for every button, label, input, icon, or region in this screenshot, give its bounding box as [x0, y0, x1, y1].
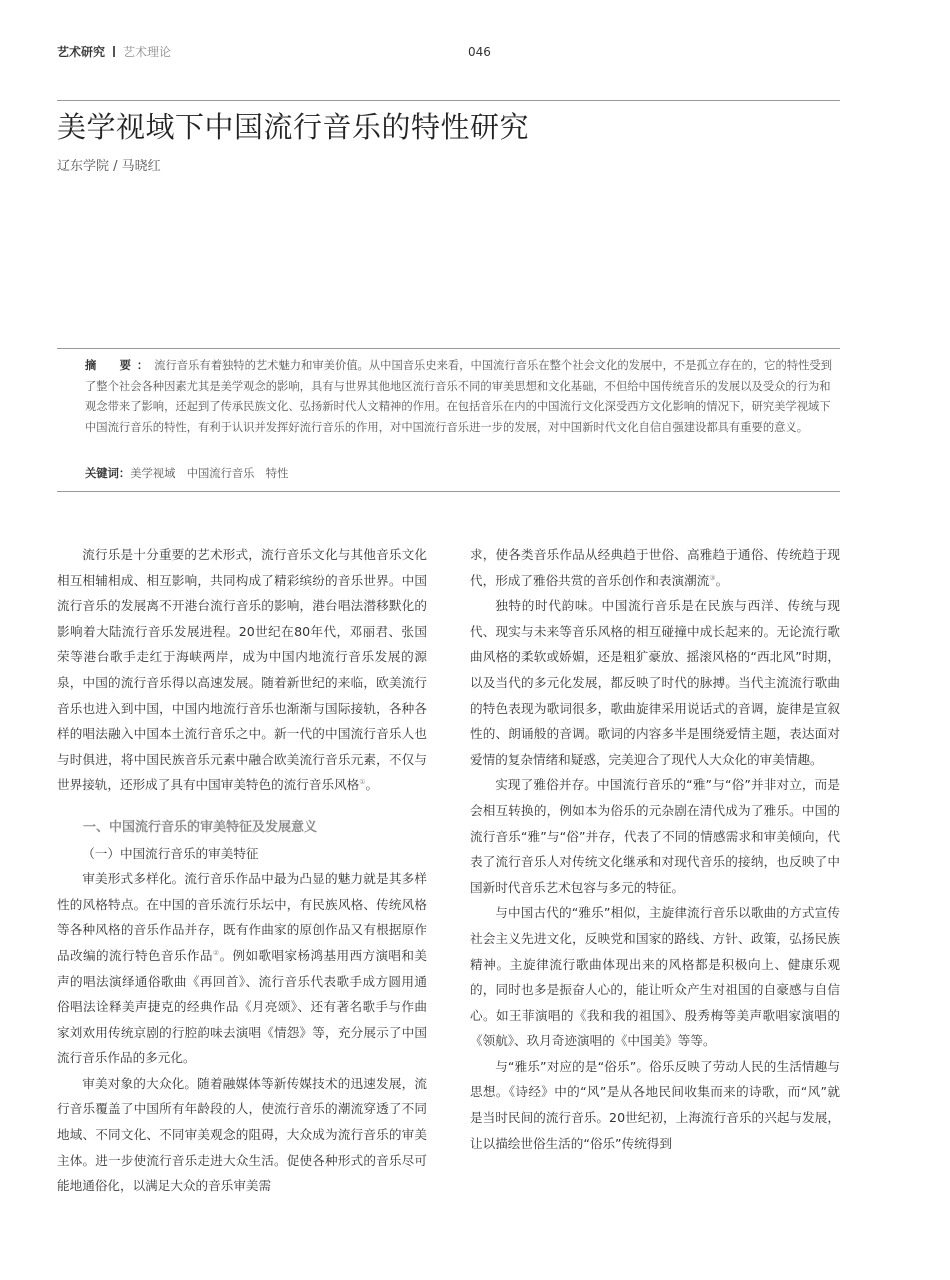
paragraph-text: 流行乐是十分重要的艺术形式，流行音乐文化与其他音乐文化相互相辅相成、相互影响，共同构成了精彩缤纷的音乐世界。中国流行音乐的发展离不开港台流行音乐的影响，港台唱法潜移默化的影响着大陆流行音乐发展进程。20世纪在80年代，邓丽君、张国荣等港台歌手走红于海峡两岸，成为中国内地流行音乐发展的源泉，中国的流行音乐得以高速发展。随着新世纪的来临，欧美流行音乐也进入到中国，中国内地流行音乐也渐渐与国际接轨，各种各样的唱法融入中国本土流行音乐之中。新一代的中国流行音乐人也与时俱进，将中国民族音乐元素中融合欧美流行音乐元素，不仅与世界接轨，还形成了具有中国审美特色的流行音乐风格	[57, 547, 427, 793]
section-heading: 一、中国流行音乐的审美特征及发展意义	[83, 819, 318, 835]
paragraph	[57, 866, 427, 1071]
paragraph-text: 审美形式多样化。流行音乐作品中最为凸显的魅力就是其多样性的风格特点。在中国的音乐流行乐坛中，有民族风格、传统风格等各种风格的音乐作品并存，既有作曲家的原创作品又有根据原作品改编的流行特色音乐作品	[57, 871, 427, 963]
keywords-label: 关键词：	[85, 467, 131, 480]
abstract	[85, 356, 840, 438]
subsection-heading: （一）中国流行音乐的审美特征	[82, 845, 259, 861]
journal-section: 艺术研究	[57, 45, 106, 59]
abstract-text: 流行音乐有着独特的艺术魅力和审美价值。从中国音乐史来看，中国流行音乐在整个社会文化的发展中，不是孤立存在的，它的特性受到了整个社会各种因素尤其是美学观念的影响，具有与世界其他地区流行音乐不同的审美思想和文化基础，不但给中国传统音乐的发展以及受众的行为和观念带来了影响，还起到了传承民族文化、弘扬新时代人文精神的作用。在包括音乐在内的中国流行文化深受西方文化影响的情况下，研究美学视域下中国流行音乐的特性，有利于认识并发挥好流行音乐的作用，对中国流行音乐进一步的发展，对中国新时代文化自信自强建设都具有重要的意义。	[85, 359, 833, 434]
paragraph: 独特的时代韵味。中国流行音乐是在民族与西洋、传统与现代、现实与未来等音乐风格的相互碰撞中成长起来的。无论流行歌曲风格的柔软或娇媚，还是粗犷豪放、摇滚风格的“西北风”时期，以及当代的多元化发展，都反映了时代的脉搏。当代主流流行歌曲的特色表现为歌词很多，歌曲旋律采用说话式的音调，旋律是宣叙性的、朗诵般的音调。歌词的内容多半是围绕爱情主题，表达面对爱情的复杂情绪和疑惑，完美迎合了现代人大众化的审美情趣。	[470, 598, 840, 767]
page-number: 046	[468, 45, 491, 59]
running-header	[57, 44, 171, 60]
paragraph-text: 。	[365, 777, 379, 793]
paragraph: 审美对象的大众化。随着融媒体等新传媒技术的迅速发展，流行音乐覆盖了中国所有年龄段的人，使流行音乐的潮流穿透了不同地域、不同文化、不同审美观念的阻碍，大众成为流行音乐的审美主体。进一步使流行音乐走进大众生活。促使各种形式的音乐尽可能地通俗化，以满足大众的音乐审美需	[57, 1075, 427, 1194]
paragraph	[470, 542, 840, 593]
paragraph: 与“雅乐”对应的是“俗乐”。俗乐反映了劳动人民的生活情趣与思想。《诗经》中的“风”是从各地民间收集而来的诗歌，而“风”就是当时民间的流行音乐。20世纪初，上海流行音乐的兴起与发展，让以描绘世俗生活的“俗乐”传统得到	[470, 1058, 840, 1151]
paragraph	[57, 542, 427, 798]
paragraph-text: 求，使各类音乐作品从经典趋于世俗、高雅趋于通俗、传统趋于现代，形成了雅俗共赏的音乐创作和表演潮流	[470, 547, 840, 588]
abstract-label: 摘 要：	[85, 359, 155, 372]
journal-subsection: 艺术理论	[123, 45, 172, 59]
footnote-marker[interactable]: ③	[709, 573, 716, 582]
keywords-text: 美学视域 中国流行音乐 特性	[130, 467, 289, 480]
keywords	[85, 465, 288, 483]
footnote-marker[interactable]: ①	[359, 778, 366, 787]
author-line: 辽东学院 / 马晓红	[57, 159, 161, 174]
article-title: 美学视域下中国流行音乐的特性研究	[57, 110, 530, 144]
header-divider	[113, 46, 115, 57]
paragraph: 实现了雅俗并存。中国流行音乐的“雅”与“俗”并非对立，而是会相互转换的，例如本为俗乐的元杂剧在清代成为了雅乐。中国的流行音乐“雅”与“俗”并存，代表了不同的情感需求和审美倾向，代表了流行音乐人对传统文化继承和对现代音乐的接纳，也反映了中国新时代音乐艺术包容与多元的特征。	[470, 777, 840, 895]
paragraph-text: 。	[715, 572, 729, 588]
body-column-right	[470, 542, 840, 1156]
paragraph-text: 。例如歌唱家杨鸿基用西方演唱和美声的唱法演绎通俗歌曲《再回首》、流行音乐代表歌手成方圆用通俗唱法诠释美声捷克的经典作品《月亮颂》、还有著名歌手与作曲家刘欢用传统京剧的行腔韵味去演唱《情怨》等，充分展示了中国流行音乐作品的多元化。	[57, 947, 428, 1066]
header-rule	[57, 100, 840, 101]
footnote-marker[interactable]: ②	[212, 948, 220, 957]
paragraph: 与中国古代的“雅乐”相似，主旋律流行音乐以歌曲的方式宣传社会主义先进文化，反映党和国家的路线、方针、政策，弘扬民族精神。主旋律流行歌曲体现出来的风格都是积极向上、健康乐观的，同时也多是振奋人心的，能让听众产生对祖国的自豪感与自信心。如王菲演唱的《我和我的祖国》、殷秀梅等美声歌唱家演唱的《领航》、玖月奇迹演唱的《中国美》等等。	[470, 905, 840, 1049]
body-column-left	[57, 542, 427, 1199]
